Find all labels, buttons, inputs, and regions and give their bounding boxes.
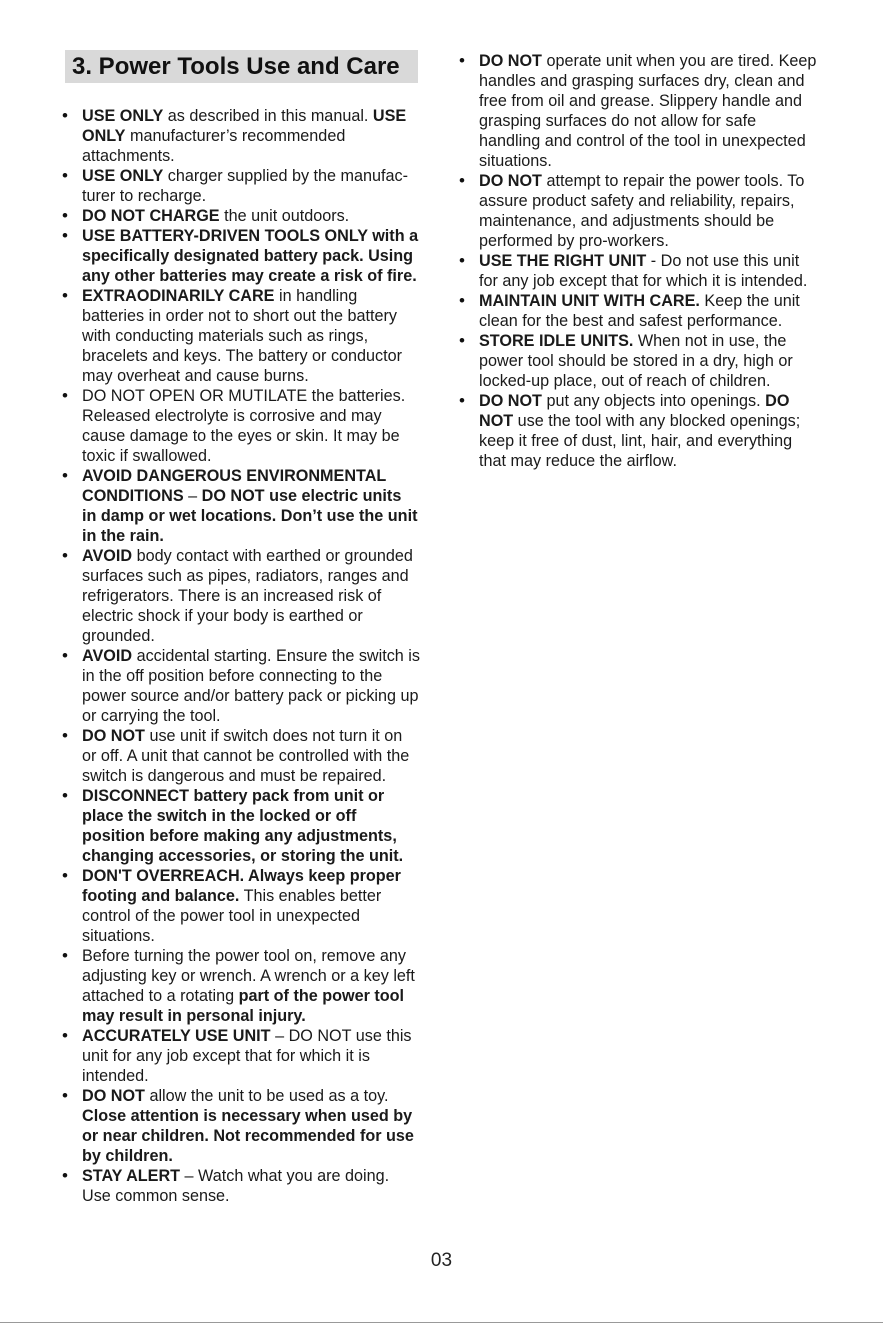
text-run: in handling batteries in order not to short out the battery with conducting materials such as rings, bracelets and keys. The battery or conductor may overheat and cause burns. <box>82 287 403 385</box>
bold-text-run: USE THE RIGHT UNIT <box>479 252 647 270</box>
bold-text-run: DO NOT <box>479 392 790 430</box>
bold-text-run: Close attention is necessary when used by or near children. Not recommended for use by children. <box>82 1107 414 1165</box>
bold-text-run: USE ONLY <box>82 107 164 125</box>
bold-text-run: DO NOT <box>479 52 542 70</box>
safety-list-item <box>62 206 420 226</box>
text-run: – Watch what you are doing. Use common sense. <box>82 1167 390 1205</box>
safety-list-item <box>459 51 817 171</box>
bold-text-run: MAINTAIN UNIT WITH CARE. <box>479 292 700 310</box>
text-run: the unit outdoors. <box>219 207 350 225</box>
safety-list-item <box>62 1166 420 1206</box>
bold-text-run: DO NOT <box>479 172 542 190</box>
bold-text-run: USE BATTERY-DRIVEN TOOLS ONLY with a specifically designated battery pack. Using any other batteries may create a risk of fire. <box>82 227 419 285</box>
bold-text-run: DO NOT <box>479 392 542 410</box>
text-run: Before turning the power tool on, remove any adjusting key or wrench. A wrench or a key left attached to a rotating <box>82 947 415 1005</box>
safety-list-item <box>62 1026 420 1086</box>
text-run: put any objects into openings. <box>541 392 766 410</box>
safety-list-item <box>459 331 817 391</box>
text-run: allow the unit to be used as a toy. <box>144 1087 389 1105</box>
text-run: – <box>183 487 202 505</box>
safety-list-item <box>62 786 420 866</box>
bold-text-run: DISCONNECT battery pack from unit or place the switch in the locked or off position before making any adjustments, changing accessories, or storing the unit. <box>82 787 404 865</box>
text-run: body contact with earthed or grounded surfaces such as pipes, radiators, ranges and refrigerators. There is an increased risk of electric shock if your body is earthed or grounded. <box>82 547 413 645</box>
text-run: charger supplied by the manufac-turer to recharge. <box>82 167 409 205</box>
bold-text-run: DON'T OVERREACH. Always keep proper footing and balance. <box>82 867 401 905</box>
text-run: This enables better control of the power tool in unexpected situations. <box>82 887 382 945</box>
bold-text-run: DO NOT use electric units in damp or wet locations. Don’t use the unit in the rain. <box>82 487 418 545</box>
text-run: DO NOT OPEN OR MUTILATE the batteries. Released electrolyte is corrosive and may cause damage to the eyes or skin. It may be toxic if swallowed. <box>82 387 406 465</box>
safety-list-item <box>62 546 420 646</box>
bold-text-run: ACCURATELY USE UNIT <box>82 1027 271 1045</box>
right-column-list <box>459 51 817 471</box>
bold-text-run: DO NOT <box>82 727 145 745</box>
text-run: accidental starting. Ensure the switch is in the off position before connecting to the power source and/or battery pack or picking up or carrying the tool. <box>82 647 420 725</box>
safety-list-item <box>62 1086 420 1166</box>
text-run: manufacturer’s recommended attachments. <box>82 127 346 165</box>
safety-list-item <box>62 946 420 1026</box>
text-run: operate unit when you are tired. Keep handles and grasping surfaces dry, clean and free from oil and grease. Slippery handle and grasping surfaces do not allow for safe handling and control of the tool in unexpected situations. <box>479 52 817 170</box>
bold-text-run: AVOID <box>82 647 133 665</box>
bold-text-run: part of the power tool may result in personal injury. <box>82 987 405 1025</box>
text-run: – DO NOT use this unit for any job except that for which it is intended. <box>82 1027 412 1085</box>
text-run: Keep the unit clean for the best and safest performance. <box>479 292 800 330</box>
safety-list-item <box>62 166 420 206</box>
safety-list-item <box>459 291 817 331</box>
text-run: - Do not use this unit for any job except that for which it is intended. <box>479 252 808 290</box>
safety-list-item <box>62 466 420 546</box>
bold-text-run: AVOID <box>82 547 133 565</box>
bold-text-run: USE ONLY <box>82 107 407 145</box>
left-column-list <box>62 106 420 1206</box>
bold-text-run: AVOID DANGEROUS ENVIRONMENTAL CONDITIONS <box>82 467 386 505</box>
safety-list-item <box>62 386 420 466</box>
safety-list-item <box>62 646 420 726</box>
text-run: as described in this manual. <box>163 107 373 125</box>
text-run: When not in use, the power tool should be stored in a dry, high or locked-up place, out of reach of children. <box>479 332 793 390</box>
safety-list-item <box>62 286 420 386</box>
section-title: 3. Power Tools Use and Care <box>72 53 400 80</box>
text-run: use unit if switch does not turn it on or off. A unit that cannot be controlled with the switch is dangerous and must be repaired. <box>82 727 410 785</box>
page-number: 03 <box>430 1250 453 1271</box>
bold-text-run: DO NOT <box>82 1087 145 1105</box>
safety-list-item <box>62 106 420 166</box>
safety-list-item <box>62 226 420 286</box>
bold-text-run: USE ONLY <box>82 167 164 185</box>
text-run: use the tool with any blocked openings; keep it free of dust, lint, hair, and everything that may reduce the airflow. <box>479 412 801 470</box>
text-run: attempt to repair the power tools. To assure product safety and reliability, repairs, maintenance, and adjustments should be performed by pro-workers. <box>479 172 805 250</box>
safety-list-item <box>62 866 420 946</box>
safety-list-item <box>459 171 817 251</box>
section-title-bar <box>65 50 418 83</box>
safety-list-item <box>459 391 817 471</box>
safety-list-item <box>459 251 817 291</box>
bold-text-run: DO NOT CHARGE <box>82 207 220 225</box>
bottom-divider <box>0 1322 883 1323</box>
bold-text-run: STAY ALERT <box>82 1167 181 1185</box>
safety-list-item <box>62 726 420 786</box>
bold-text-run: STORE IDLE UNITS. <box>479 332 634 350</box>
bold-text-run: EXTRAODINARILY CARE <box>82 287 275 305</box>
